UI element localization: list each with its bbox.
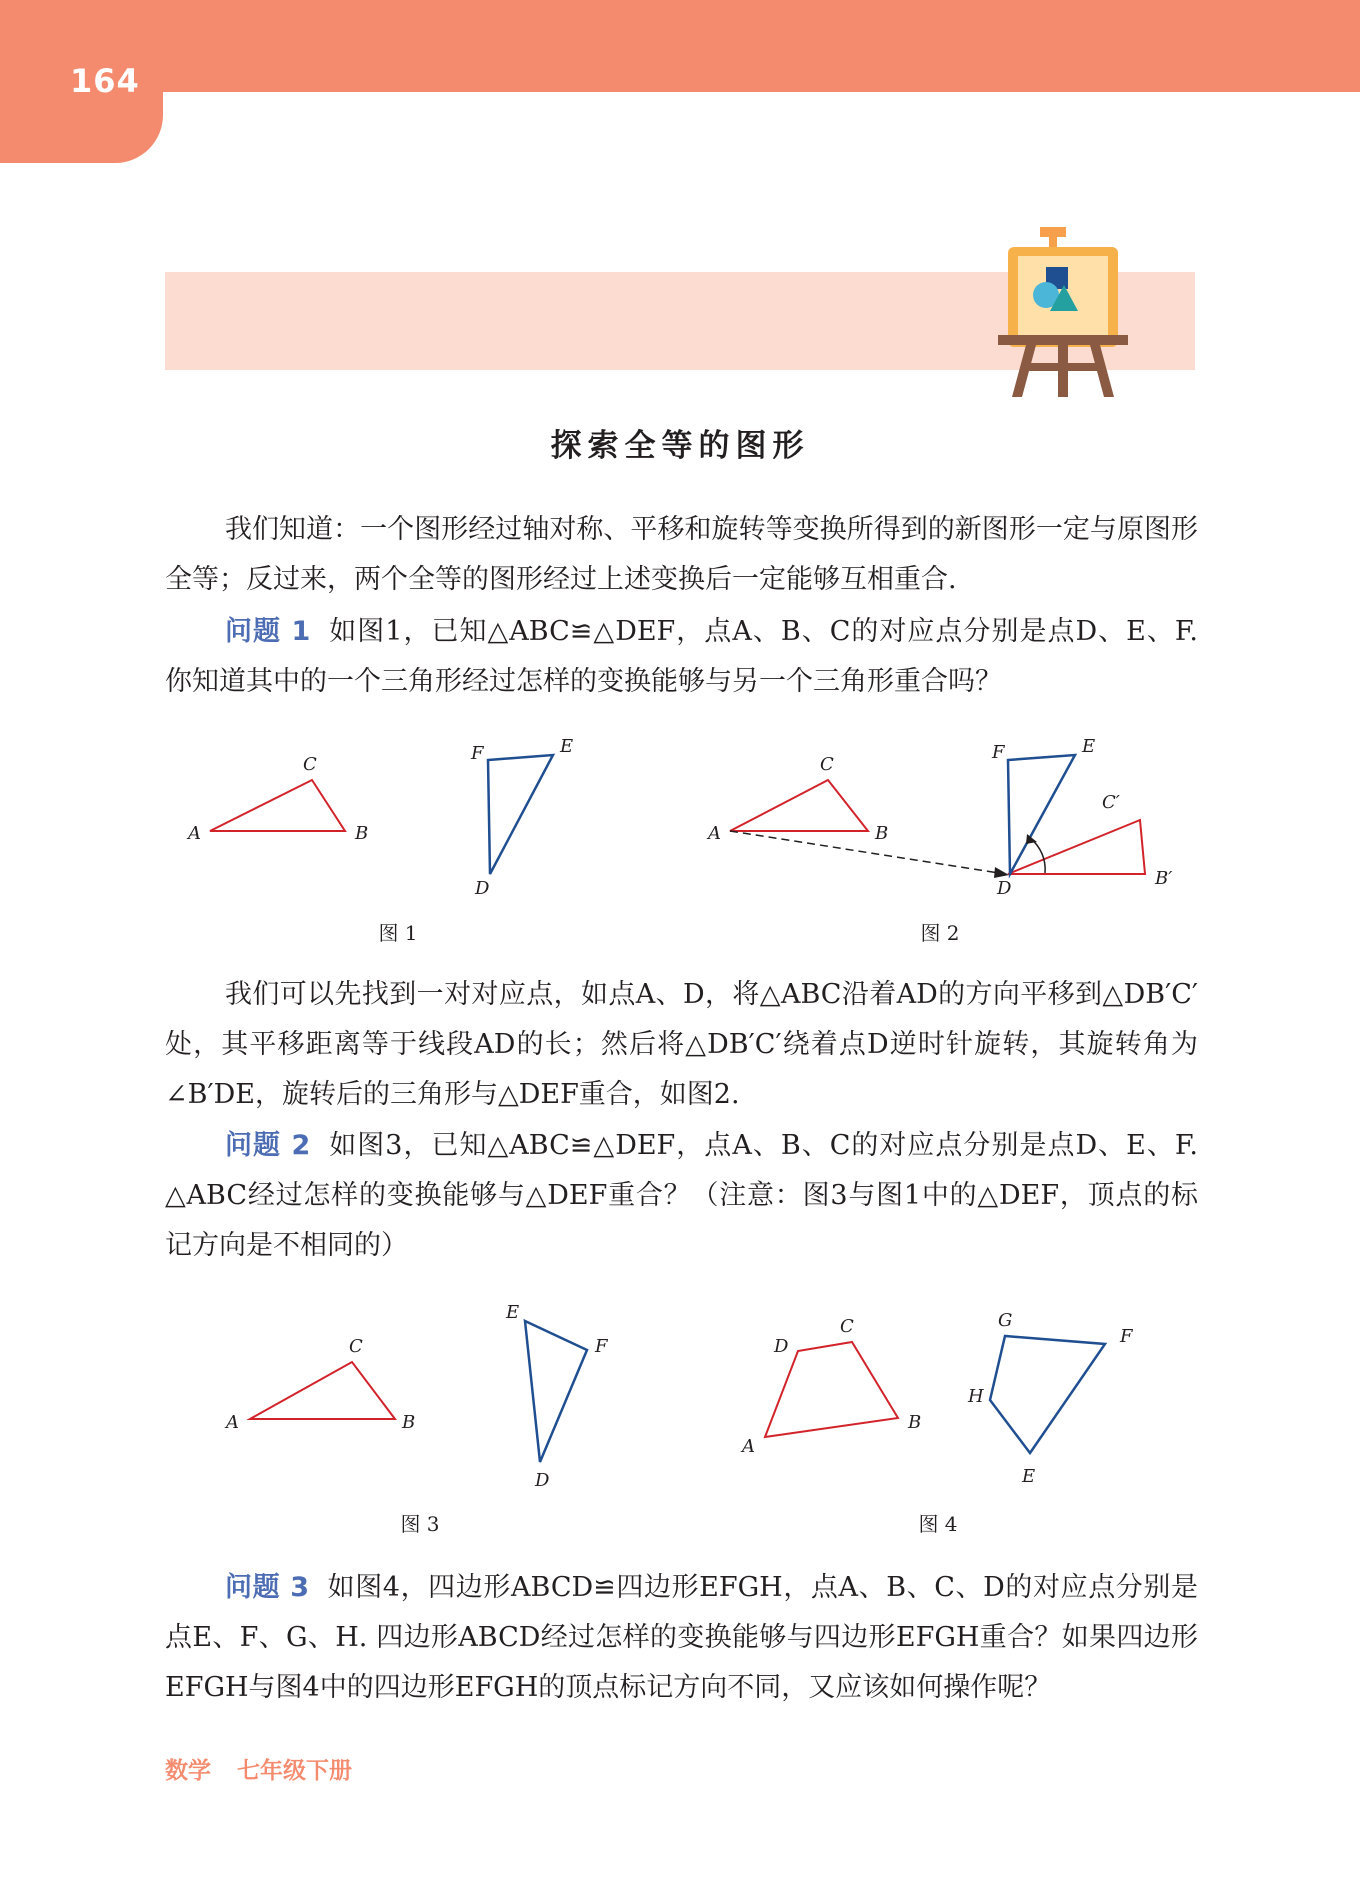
label-d: D bbox=[774, 1336, 789, 1357]
triangle-def bbox=[525, 1321, 587, 1462]
label-e: E bbox=[560, 736, 574, 757]
label-b: B bbox=[875, 823, 889, 844]
label-e: E bbox=[1022, 1466, 1036, 1487]
label-f: F bbox=[471, 743, 484, 764]
triangle-abc bbox=[250, 1362, 395, 1419]
question-3-text: 如图4，四边形ABCD≌四边形EFGH，点A、B、C、D的对应点分别是点E、F、G、H. 四边形ABCD经过怎样的变换能够与四边形EFGH重合？如果四边形EFGH与图4中的四边形EFGH的顶点标记方向不同，又应该如何操作呢？ bbox=[165, 1572, 1199, 1703]
quadrilateral-efgh bbox=[990, 1336, 1105, 1453]
label-e: E bbox=[506, 1302, 520, 1323]
header-band bbox=[0, 0, 1360, 92]
easel-icon bbox=[998, 225, 1128, 400]
explanation-paragraph: 我们可以先找到一对对应点，如点A、D，将△ABC沿着AD的方向平移到△DB′C′处，其平移距离等于线段AD的长；然后将△DB′C′绕着点D逆时针旋转，其旋转角为∠B′DE，旋转后的三角形与△DEF重合，如图2. bbox=[165, 979, 1198, 1110]
question-3 bbox=[165, 1563, 1198, 1713]
label-e: E bbox=[1082, 736, 1096, 757]
rotation-arc bbox=[1030, 838, 1045, 873]
intro-paragraph: 我们知道：一个图形经过轴对称、平移和旋转等变换所得到的新图形一定与原图形全等；反过来，两个全等的图形经过上述变换后一定能够互相重合. bbox=[165, 514, 1198, 595]
question-2-label: 问题 2 bbox=[225, 1130, 311, 1161]
label-c: C bbox=[303, 754, 317, 775]
footer-grade: 七年级下册 bbox=[237, 1758, 352, 1784]
question-2 bbox=[165, 1121, 1198, 1271]
footer bbox=[165, 1752, 378, 1785]
triangle-abc bbox=[210, 780, 345, 831]
label-c: C bbox=[820, 754, 834, 775]
label-a: A bbox=[708, 823, 721, 844]
label-c-prime: C′ bbox=[1102, 792, 1120, 813]
figure-2 bbox=[700, 730, 1180, 910]
figure-1-caption: 图 1 bbox=[378, 921, 418, 945]
label-a: A bbox=[188, 823, 201, 844]
page-number: 164 bbox=[70, 62, 140, 100]
label-b: B bbox=[908, 1412, 922, 1433]
arrowhead bbox=[994, 867, 1009, 878]
triangle-db1c1 bbox=[1008, 820, 1145, 874]
figure-3-caption: 图 3 bbox=[400, 1512, 440, 1536]
label-b: B bbox=[402, 1412, 416, 1433]
translation-arrow bbox=[730, 831, 1005, 874]
figure-2-caption: 图 2 bbox=[920, 921, 960, 945]
triangle-def bbox=[1008, 755, 1075, 874]
label-c: C bbox=[349, 1336, 363, 1357]
label-f: F bbox=[595, 1336, 608, 1357]
label-b: B bbox=[355, 823, 369, 844]
label-a: A bbox=[226, 1412, 239, 1433]
figure-4 bbox=[730, 1290, 1170, 1510]
label-h: H bbox=[968, 1386, 984, 1407]
footer-subject: 数学 bbox=[165, 1758, 211, 1784]
question-2-text: 如图3，已知△ABC≌△DEF，点A、B、C的对应点分别是点D、E、F. △ABC经过怎样的变换能够与△DEF重合？（注意：图3与图1中的△DEF，顶点的标记方向是不相同的） bbox=[165, 1130, 1199, 1261]
question-3-label: 问题 3 bbox=[225, 1572, 309, 1603]
label-d: D bbox=[997, 878, 1012, 899]
label-f: F bbox=[1120, 1326, 1133, 1347]
question-1-text: 如图1，已知△ABC≌△DEF，点A、B、C的对应点分别是点D、E、F. 你知道其中的一个三角形经过怎样的变换能够与另一个三角形重合吗？ bbox=[165, 616, 1199, 697]
question-1-label: 问题 1 bbox=[225, 616, 311, 647]
triangle-abc bbox=[730, 780, 868, 831]
label-g: G bbox=[998, 1310, 1013, 1331]
label-c: C bbox=[840, 1316, 854, 1337]
label-a: A bbox=[742, 1436, 755, 1457]
figure-4-caption: 图 4 bbox=[918, 1512, 958, 1536]
question-1 bbox=[165, 607, 1198, 707]
label-d: D bbox=[475, 878, 490, 899]
label-d: D bbox=[535, 1470, 550, 1491]
figure-3 bbox=[200, 1290, 640, 1510]
label-f: F bbox=[992, 742, 1005, 763]
page-title: 探索全等的图形 bbox=[550, 428, 810, 464]
triangle-def bbox=[488, 755, 553, 874]
figure-1 bbox=[180, 730, 600, 900]
label-b-prime: B′ bbox=[1155, 868, 1173, 889]
